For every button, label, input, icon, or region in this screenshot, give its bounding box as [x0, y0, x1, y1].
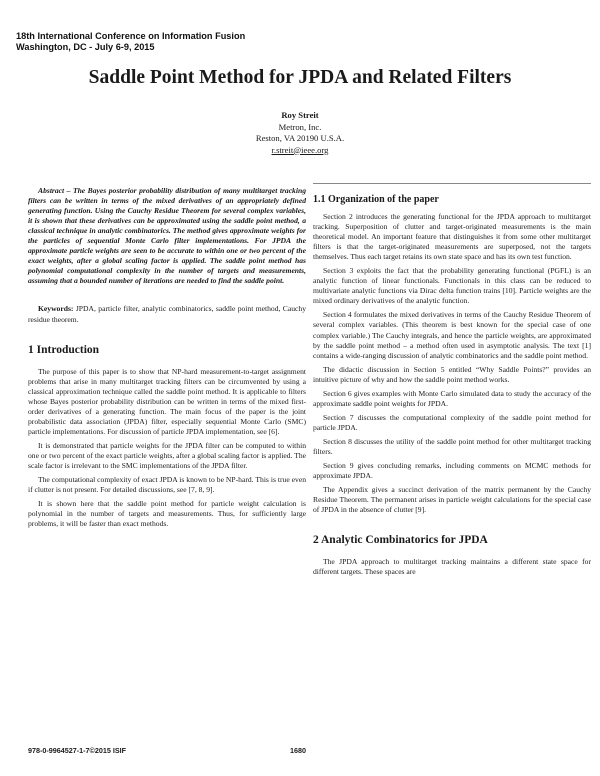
conference-name: 18th International Conference on Information Fusion	[16, 31, 246, 41]
column-divider	[313, 183, 591, 184]
keywords-label: Keywords:	[38, 304, 74, 314]
section-heading-introduction: 1 Introduction	[28, 343, 100, 356]
org-paragraph-1: Section 2 introduces the generating functional for the JPDA approach to multitarget tracking. Superposition of clutter and target-originated measurements is the main theoretical model. An important feature that distinguishes it from some other multitarget filters is that the target-originated measurements are superposed, not the targets themselves. Thus each target retains its own state space and has its own test function.	[313, 212, 591, 262]
author-block	[0, 110, 600, 156]
intro-paragraph-4: It is shown here that the saddle point method for particle weight calculation is polynomial in the number of targets and measurements. Thus, for sufficiently large problems, it will be faster than exact methods.	[28, 499, 306, 529]
org-paragraph-5: Section 6 gives examples with Monte Carlo simulated data to study the accuracy of the approximate saddle point weights for JPDA.	[313, 388, 591, 408]
conference-location-date: Washington, DC - July 6-9, 2015	[16, 42, 155, 53]
keywords	[28, 304, 306, 324]
paper-title: Saddle Point Method for JPDA and Related Filters	[88, 67, 512, 88]
author-email-link[interactable]: r.streit@ieee.org	[271, 144, 329, 155]
subsection-heading-organization: 1.1 Organization of the paper	[313, 194, 439, 205]
author-affiliation: Metron, Inc.	[278, 121, 322, 132]
right-column	[313, 193, 591, 577]
org-paragraph-7: Section 8 discusses the utility of the saddle point method for other multitarget tracking filters.	[313, 436, 591, 456]
section-heading-analytic-combinatorics: 2 Analytic Combinatorics for JPDA	[313, 534, 488, 547]
left-column	[28, 186, 306, 529]
author-name: Roy Streit	[281, 110, 319, 120]
intro-paragraph-2: It is demonstrated that particle weights for the JPDA filter can be computed to within one or two percent of the exact particle weights, after a global scaling factor is applied. The scale factor is irrelevant to the SMC implementations of the JPDA filter.	[28, 440, 306, 470]
org-paragraph-8: Section 9 gives concluding remarks, including comments on MCMC methods for approximate JPDA.	[313, 461, 591, 481]
abstract: Abstract – The Bayes posterior probability distribution of many multitarget tracking filters can be written in terms of the mixed derivatives of an appropriately defined generating function. Using the Cauchy Residue Theorem for several complex variables, it is shown that these derivatives can be approximated using the saddle point method, a classical technique in analytic combinatorics. The method gives approximate weights for the particles of sequential Monte Carlo filter implementations. For JPDA the approximate particle weights are seen to be accurate to within one or two percent of the exact weights, after a global scaling factor is applied. The saddle point method has polynomial computational complexity in the number of targets and measurements, assuming that a bounded number of iterations are needed to find the saddle point.	[28, 186, 306, 286]
analytic-paragraph-1: The JPDA approach to multitarget tracking maintains a different state space for different targets. These spaces are	[313, 557, 591, 577]
author-address: Reston, VA 20190 U.S.A.	[255, 133, 345, 143]
org-paragraph-3: Section 4 formulates the mixed derivatives in terms of the Cauchy Residue Theorem of several complex variables. (This theorem is best known for the special case of one complex variable.) The Cauchy integrals, and hence the particle weights, are approximated by the saddle point method – a method often used in asymptotic analysis. The text [1] contains a wide-ranging discussion of analytic combinatorics and the saddle point method.	[313, 310, 591, 360]
conference-header	[16, 31, 245, 53]
footer-isbn: 978-0-9964527-1-7©2015 ISIF	[28, 746, 126, 755]
org-paragraph-4: The didactic discussion in Section 5 entitled “Why Saddle Points?” provides an intuitive picture of why and how the saddle point method works.	[313, 364, 591, 384]
org-paragraph-9: The Appendix gives a succinct derivation of the matrix permanent by the Cauchy Residue Theorem. The permanent arises in particle weight calculations for the special case of JPDA in the absence of clutter [9].	[313, 485, 591, 515]
intro-paragraph-1: The purpose of this paper is to show that NP-hard measurement-to-target assignment problems that arise in many multitarget tracking filters can be circumvented by using a classical approximation technique called the saddle point method. It is applicable to filters whose Bayes posterior probability distribution can be written in terms of the mixed first-order derivatives of a generating function. The main focus of the paper is the joint probabilistic data association (JPDA) filter, especially sequential Monte Carlo (SMC) particle implementations. For discussion of particle JPDA implementation, see [6].	[28, 366, 306, 436]
keywords-text: JPDA, particle filter, analytic combinatorics, saddle point method, Cauchy residue theorem.	[28, 304, 306, 324]
intro-paragraph-3: The computational complexity of exact JPDA is known to be NP-hard. This is true even if clutter is not present. For detailed discussions, see [7, 8, 9].	[28, 475, 306, 495]
footer-page-number: 1680	[290, 746, 306, 755]
org-paragraph-2: Section 3 exploits the fact that the probability generating functional (PGFL) is an analytic function of linear functionals. Functionals in this class can be reduced to multivariate analytic functions via Dirac delta function trains [10]. Particle weights are the mixed ordinary derivatives of the analytic function.	[313, 266, 591, 306]
org-paragraph-6: Section 7 discusses the computational complexity of the saddle point method for particle JPDA.	[313, 412, 591, 432]
